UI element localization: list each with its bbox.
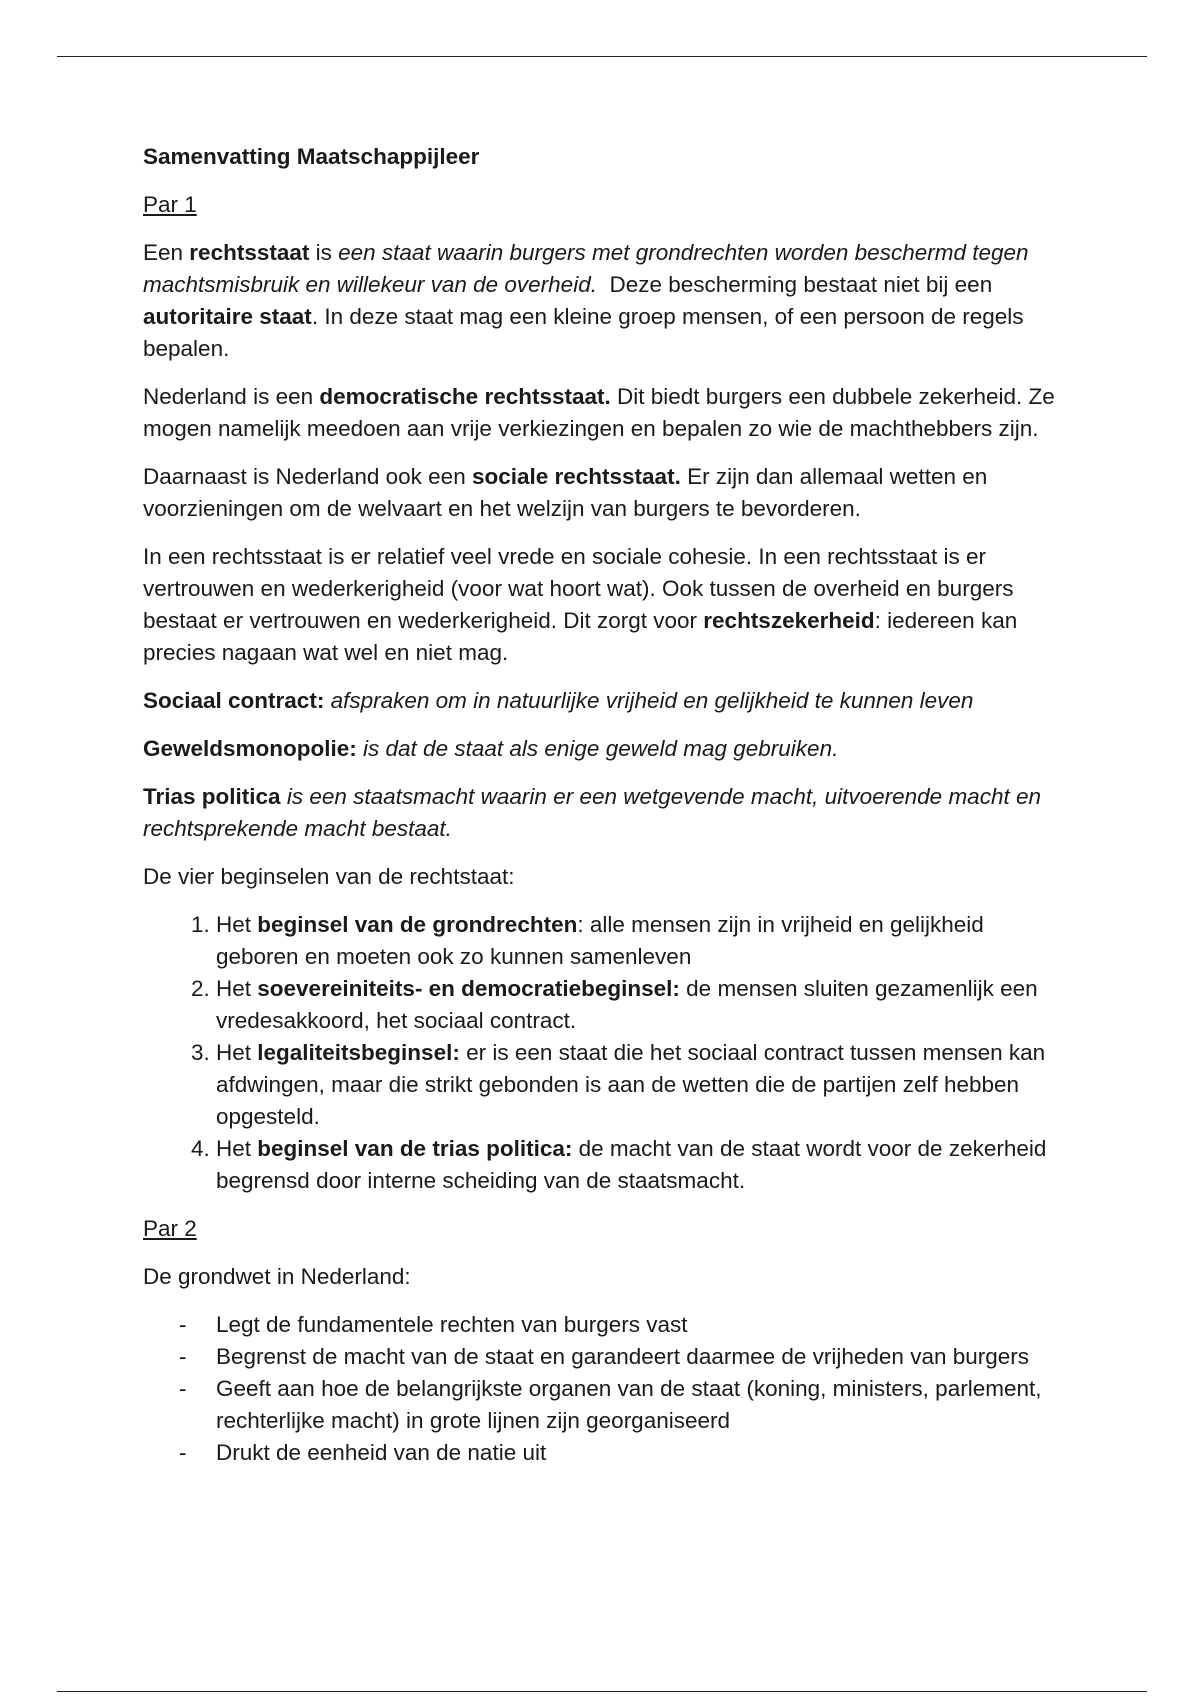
- dash-bullet-icon: -: [179, 1344, 187, 1369]
- document-title: Samenvatting Maatschappijleer: [143, 144, 480, 169]
- list-item: 1. Het beginsel van de grondrechten: alle mensen zijn in vrijheid en gelijkheid geboren en moeten ook zo kunnen samenleven: [216, 909, 1063, 973]
- paragraph-sociale-rechtsstaat: Daarnaast is Nederland ook een sociale rechtsstaat. Er zijn dan allemaal wetten en voorzieningen om de welvaart en het welzijn van burgers te bevorderen.: [143, 464, 988, 521]
- list-item: - Begrenst de macht van de staat en garandeert daarmee de vrijheden van burgers: [216, 1341, 1063, 1373]
- principles-list: [143, 909, 1063, 1197]
- paragraph-rechtsstaat: Een rechtsstaat is een staat waarin burgers met grondrechten worden beschermd tegen machtsmisbruik en willekeur van de overheid. Deze bescherming bestaat niet bij een autoritaire staat. In deze staat mag een kleine groep mensen, of een persoon de regels bepalen.: [143, 240, 1029, 361]
- document-body: [143, 141, 1063, 1469]
- list-item: - Drukt de eenheid van de natie uit: [216, 1437, 1063, 1469]
- list-item: - Legt de fundamentele rechten van burgers vast: [216, 1309, 1063, 1341]
- page-top-rule: [57, 56, 1147, 57]
- list-item: - Geeft aan hoe de belangrijkste organen van de staat (koning, ministers, parlement, rechterlijke macht) in grote lijnen zijn georganiseerd: [216, 1373, 1063, 1437]
- dash-bullet-icon: -: [179, 1440, 187, 1465]
- definition-trias-politica: Trias politica is een staatsmacht waarin er een wetgevende macht, uitvoerende macht en rechtsprekende macht bestaat.: [143, 784, 1041, 841]
- definition-geweldsmonopolie: Geweldsmonopolie: is dat de staat als enige geweld mag gebruiken.: [143, 736, 839, 761]
- definition-sociaal-contract: Sociaal contract: afspraken om in natuurlijke vrijheid en gelijkheid te kunnen leven: [143, 688, 974, 713]
- dash-bullet-icon: -: [179, 1376, 187, 1401]
- principles-intro: De vier beginselen van de rechtstaat:: [143, 864, 515, 889]
- list-item: 3. Het legaliteitsbeginsel: er is een staat die het sociaal contract tussen mensen kan afdwingen, maar die strikt gebonden is aan de wetten die de partijen zelf hebben opgesteld.: [216, 1037, 1063, 1133]
- paragraph-democratische-rechtsstaat: Nederland is een democratische rechtsstaat. Dit biedt burgers een dubbele zekerheid. Ze mogen namelijk meedoen aan vrije verkiezingen en bepalen zo wie de machthebbers zijn.: [143, 384, 1055, 441]
- paragraph-rechtszekerheid: In een rechtsstaat is er relatief veel vrede en sociale cohesie. In een rechtsstaat is er vertrouwen en wederkerigheid (voor wat hoort wat). Ook tussen de overheid en burgers bestaat er vertrouwen en wederkerigheid. Dit zorgt voor rechtszekerheid: iedereen kan precies nagaan wat wel en niet mag.: [143, 544, 1018, 665]
- section-heading-par1: Par 1: [143, 192, 197, 217]
- list-item: 4. Het beginsel van de trias politica: de macht van de staat wordt voor de zekerheid begrensd door interne scheiding van de staatsmacht.: [216, 1133, 1063, 1197]
- section-heading-par2: Par 2: [143, 1216, 197, 1241]
- dash-bullet-icon: -: [179, 1312, 187, 1337]
- page-bottom-rule: [57, 1691, 1147, 1692]
- list-item: 2. Het soevereiniteits- en democratiebeginsel: de mensen sluiten gezamenlijk een vredesakkoord, het sociaal contract.: [216, 973, 1063, 1037]
- grondwet-list: [143, 1309, 1063, 1469]
- grondwet-intro: De grondwet in Nederland:: [143, 1264, 411, 1289]
